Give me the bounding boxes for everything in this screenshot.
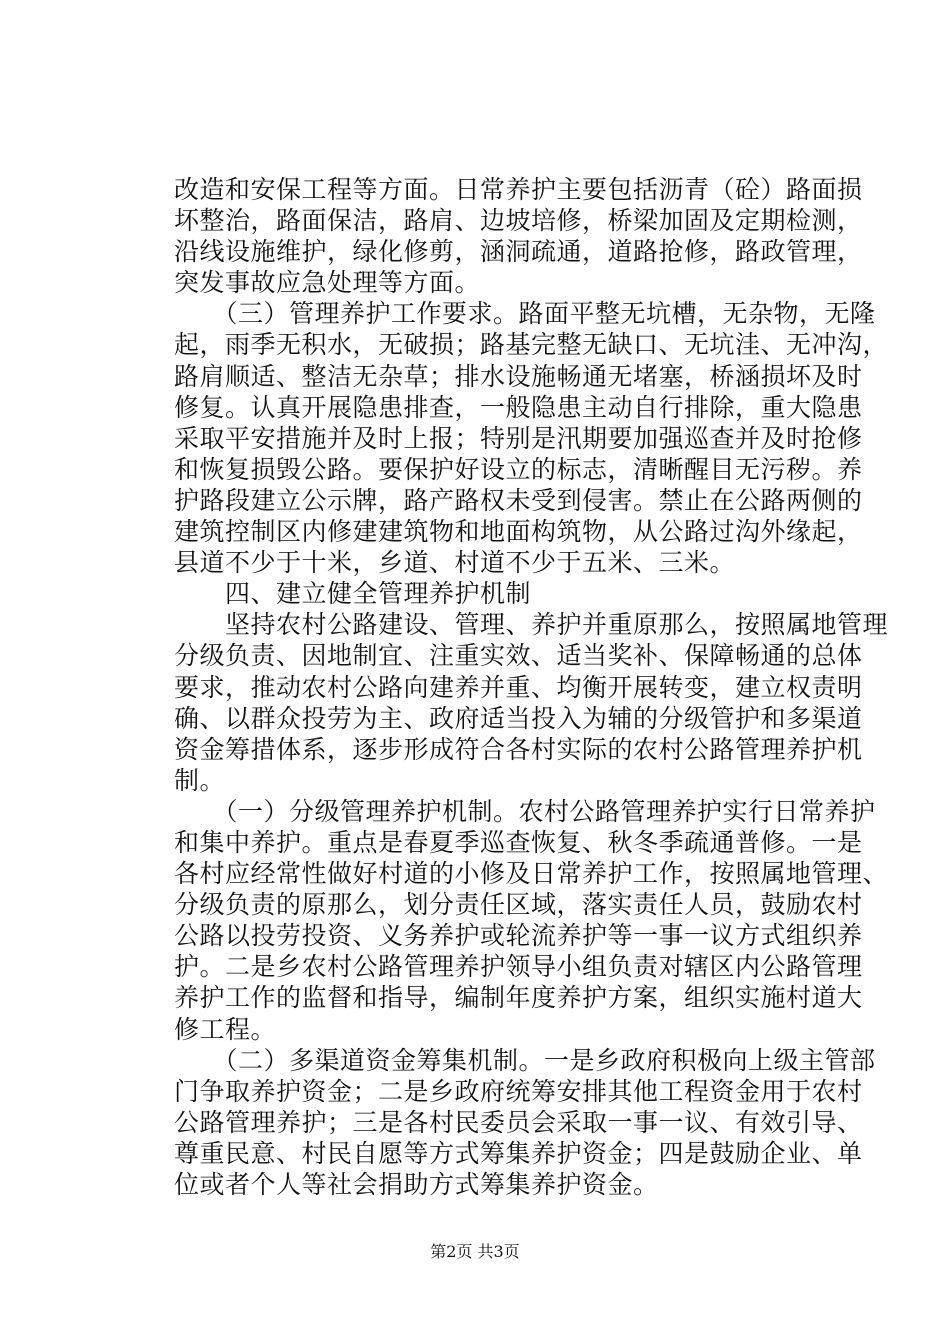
text-line: 分级负责、因地制宜、注重实效、适当奖补、保障畅通的总体	[174, 641, 863, 670]
text-line: （二）多渠道资金筹集机制。一是乡政府积极向上级主管部	[174, 1046, 876, 1075]
text-line: 制。	[174, 766, 226, 795]
text-line: 和恢复损毁公路。要保护好设立的标志，清晰醒目无污秽。养	[174, 455, 863, 484]
text-line: 位或者个人等社会捐助方式筹集养护资金。	[174, 1170, 659, 1199]
text-line: 和集中养护。重点是春夏季巡查恢复、秋冬季疏通普修。一是	[174, 828, 863, 857]
text-line: 建筑控制区内修建建筑物和地面构筑物，从公路过沟外缘起，	[174, 517, 863, 546]
text-line: 养护工作的监督和指导，编制年度养护方案，组织实施村道大	[174, 983, 863, 1012]
text-line: 采取平安措施并及时上报；特别是汛期要加强巡查并及时抢修	[174, 424, 863, 453]
text-line: （三）管理养护工作要求。路面平整无坑槽，无杂物，无隆	[174, 299, 876, 328]
text-line: 尊重民意、村民自愿等方式筹集养护资金；四是鼓励企业、单	[174, 1139, 863, 1168]
text-line: 要求，推动农村公路向建养并重、均衡开展转变，建立权责明	[174, 673, 863, 702]
text-line: 路肩顺适、整洁无杂草；排水设施畅通无堵塞，桥涵损坏及时	[174, 362, 863, 391]
text-line: 坚持农村公路建设、管理、养护并重原那么，按照属地管理	[174, 610, 889, 639]
text-line: 改造和安保工程等方面。日常养护主要包括沥青（砼）路面损	[174, 175, 863, 204]
text-line: 分级负责的原那么，划分责任区域，落实责任人员，鼓励农村	[174, 890, 863, 919]
text-line: 资金筹措体系，逐步形成符合各村实际的农村公路管理养护机	[174, 735, 863, 764]
text-line: 坏整治，路面保洁，路肩、边坡培修，桥梁加固及定期检测，	[174, 206, 863, 235]
text-line: 护路段建立公示牌，路产路权未受到侵害。禁止在公路两侧的	[174, 486, 863, 515]
text-line: 各村应经常性做好村道的小修及日常养护工作，按照属地管理、	[174, 859, 889, 888]
text-line: 起，雨季无积水，无破损；路基完整无缺口、无坑洼、无冲沟，	[174, 330, 889, 359]
text-line: 公路管理养护；三是各村民委员会采取一事一议、有效引导、	[174, 1108, 863, 1137]
text-line: 确、以群众投劳为主、政府适当投入为辅的分级管护和多渠道	[174, 704, 863, 733]
text-line: 护。二是乡农村公路管理养护领导小组负责对辖区内公路管理	[174, 952, 863, 981]
text-line: 公路以投劳投资、义务养护或轮流养护等一事一议方式组织养	[174, 921, 863, 950]
page-footer: 第2页 共3页	[430, 1242, 520, 1261]
text-line: 修复。认真开展隐患排查，一般隐患主动自行排除，重大隐患	[174, 393, 863, 422]
text-line: 修工程。	[174, 1015, 277, 1044]
text-line: 门争取养护资金；二是乡政府统筹安排其他工程资金用于农村	[174, 1077, 863, 1106]
text-line: 县道不少于十米，乡道、村道不少于五米、三米。	[174, 548, 736, 577]
text-line: （一）分级管理养护机制。农村公路管理养护实行日常养护	[174, 797, 876, 826]
text-line: 突发事故应急处理等方面。	[174, 268, 481, 297]
section-heading: 四、建立健全管理养护机制	[174, 579, 532, 608]
text-line: 沿线设施维护，绿化修剪，涵洞疏通，道路抢修，路政管理，	[174, 237, 863, 266]
